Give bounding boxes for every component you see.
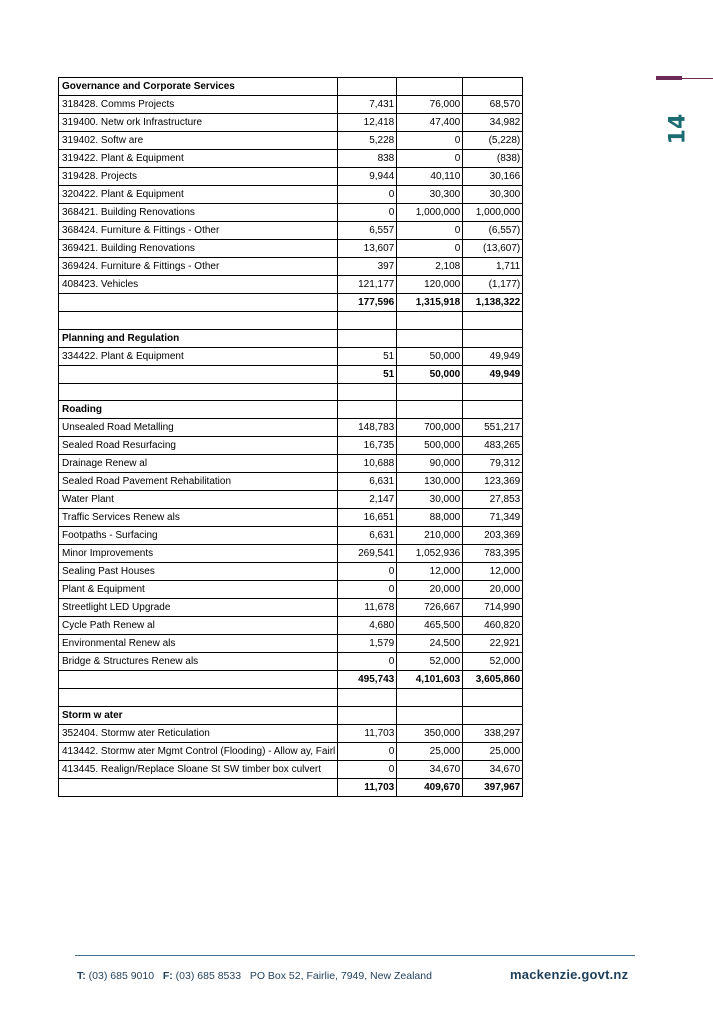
row-label: 413445. Realign/Replace Sloane St SW timber box culvert — [59, 760, 338, 778]
row-label: Bridge & Structures Renew als — [59, 653, 338, 671]
row-label: 319402. Softw are — [59, 132, 338, 150]
postal-address: PO Box 52, Fairlie, 7949, New Zealand — [249, 970, 432, 982]
row-label: 408423. Vehicles — [59, 276, 338, 294]
value-cell: (6,557) — [463, 222, 523, 240]
table-row — [59, 455, 523, 473]
spacer-row — [59, 383, 523, 401]
total-cell: 1,138,322 — [463, 294, 523, 312]
table-row — [59, 96, 523, 114]
row-label: Plant & Equipment — [59, 581, 338, 599]
value-cell: 10,688 — [338, 455, 397, 473]
value-cell: 203,369 — [463, 527, 523, 545]
value-cell: 726,667 — [397, 599, 463, 617]
row-label: 320422. Plant & Equipment — [59, 186, 338, 204]
value-cell: 49,949 — [463, 347, 523, 365]
empty-cell — [463, 401, 523, 419]
value-cell: 0 — [338, 742, 397, 760]
empty-cell — [59, 294, 338, 312]
value-cell: 465,500 — [397, 617, 463, 635]
empty-cell — [59, 383, 338, 401]
empty-cell — [59, 312, 338, 330]
empty-cell — [463, 383, 523, 401]
section-header-row — [59, 78, 523, 96]
section-title: Storm w ater — [59, 706, 338, 724]
value-cell: 700,000 — [397, 419, 463, 437]
fax-label: F: — [162, 970, 173, 982]
value-cell: (838) — [463, 150, 523, 168]
value-cell: 0 — [338, 760, 397, 778]
table-row — [59, 222, 523, 240]
table-row — [59, 617, 523, 635]
value-cell: 123,369 — [463, 473, 523, 491]
value-cell: 120,000 — [397, 276, 463, 294]
total-cell: 1,315,918 — [397, 294, 463, 312]
row-label: Environmental Renew als — [59, 635, 338, 653]
table-row — [59, 240, 523, 258]
table-row — [59, 114, 523, 132]
total-cell: 4,101,603 — [397, 671, 463, 689]
footer-contact — [77, 970, 432, 982]
value-cell: 460,820 — [463, 617, 523, 635]
value-cell: 350,000 — [397, 724, 463, 742]
value-cell: 9,944 — [338, 168, 397, 186]
empty-cell — [463, 329, 523, 347]
row-label: 319400. Netw ork Infrastructure — [59, 114, 338, 132]
section-title: Planning and Regulation — [59, 329, 338, 347]
table-row — [59, 545, 523, 563]
empty-cell — [463, 312, 523, 330]
empty-cell — [59, 689, 338, 707]
row-label: Unsealed Road Metalling — [59, 419, 338, 437]
value-cell: 47,400 — [397, 114, 463, 132]
spacer-row — [59, 312, 523, 330]
empty-cell — [338, 312, 397, 330]
section-total-row — [59, 671, 523, 689]
table-row — [59, 742, 523, 760]
empty-cell — [397, 401, 463, 419]
value-cell: 76,000 — [397, 96, 463, 114]
phone-label: T: — [77, 970, 86, 982]
empty-cell — [59, 365, 338, 383]
value-cell: 210,000 — [397, 527, 463, 545]
value-cell: 50,000 — [397, 347, 463, 365]
empty-cell — [338, 401, 397, 419]
table-row — [59, 186, 523, 204]
value-cell: 20,000 — [397, 581, 463, 599]
spacer-row — [59, 689, 523, 707]
value-cell: 1,000,000 — [397, 204, 463, 222]
value-cell: 121,177 — [338, 276, 397, 294]
table-row — [59, 491, 523, 509]
total-cell: 495,743 — [338, 671, 397, 689]
value-cell: 88,000 — [397, 509, 463, 527]
empty-cell — [463, 689, 523, 707]
value-cell: 0 — [338, 563, 397, 581]
value-cell: 1,579 — [338, 635, 397, 653]
value-cell: 5,228 — [338, 132, 397, 150]
table-row — [59, 509, 523, 527]
value-cell: 90,000 — [397, 455, 463, 473]
page-number-tab — [656, 76, 713, 145]
value-cell: 551,217 — [463, 419, 523, 437]
row-label: 334422. Plant & Equipment — [59, 347, 338, 365]
value-cell: 22,921 — [463, 635, 523, 653]
row-label: Sealed Road Pavement Rehabilitation — [59, 473, 338, 491]
value-cell: 0 — [338, 581, 397, 599]
page-number-accent-bar — [656, 76, 682, 80]
empty-cell — [397, 706, 463, 724]
total-cell: 11,703 — [338, 778, 397, 796]
value-cell: 6,631 — [338, 527, 397, 545]
row-label: 369424. Furniture & Fittings - Other — [59, 258, 338, 276]
value-cell: 397 — [338, 258, 397, 276]
row-label: 368424. Furniture & Fittings - Other — [59, 222, 338, 240]
table-row — [59, 563, 523, 581]
value-cell: 79,312 — [463, 455, 523, 473]
value-cell: 6,557 — [338, 222, 397, 240]
section-total-row — [59, 365, 523, 383]
value-cell: 1,052,936 — [397, 545, 463, 563]
row-label: 319422. Plant & Equipment — [59, 150, 338, 168]
value-cell: 2,108 — [397, 258, 463, 276]
table-row — [59, 258, 523, 276]
row-label: 369421. Building Renovations — [59, 240, 338, 258]
value-cell: 25,000 — [463, 742, 523, 760]
page-number: 14 — [665, 113, 691, 145]
value-cell: 71,349 — [463, 509, 523, 527]
total-cell: 50,000 — [397, 365, 463, 383]
value-cell: 16,735 — [338, 437, 397, 455]
value-cell: 30,000 — [397, 491, 463, 509]
empty-cell — [397, 383, 463, 401]
empty-cell — [397, 329, 463, 347]
total-cell: 49,949 — [463, 365, 523, 383]
value-cell: 51 — [338, 347, 397, 365]
value-cell: 30,300 — [397, 186, 463, 204]
value-cell: 27,853 — [463, 491, 523, 509]
value-cell: 12,000 — [397, 563, 463, 581]
value-cell: 11,678 — [338, 599, 397, 617]
value-cell: 0 — [397, 150, 463, 168]
section-total-row — [59, 778, 523, 796]
value-cell: 12,418 — [338, 114, 397, 132]
value-cell: 6,631 — [338, 473, 397, 491]
table-row — [59, 132, 523, 150]
empty-cell — [338, 706, 397, 724]
empty-cell — [463, 78, 523, 96]
row-label: Minor Improvements — [59, 545, 338, 563]
total-cell: 177,596 — [338, 294, 397, 312]
value-cell: 24,500 — [397, 635, 463, 653]
row-label: 368421. Building Renovations — [59, 204, 338, 222]
row-label: 352404. Stormw ater Reticulation — [59, 724, 338, 742]
total-cell: 409,670 — [397, 778, 463, 796]
table-row — [59, 581, 523, 599]
row-label: Sealing Past Houses — [59, 563, 338, 581]
value-cell: 0 — [338, 186, 397, 204]
value-cell: 16,651 — [338, 509, 397, 527]
row-label: Drainage Renew al — [59, 455, 338, 473]
table-row — [59, 437, 523, 455]
value-cell: 0 — [397, 240, 463, 258]
value-cell: 68,570 — [463, 96, 523, 114]
empty-cell — [338, 689, 397, 707]
section-header-row — [59, 706, 523, 724]
row-label: Traffic Services Renew als — [59, 509, 338, 527]
section-title: Roading — [59, 401, 338, 419]
value-cell: 34,670 — [463, 760, 523, 778]
value-cell: 1,000,000 — [463, 204, 523, 222]
table-row — [59, 724, 523, 742]
empty-cell — [59, 778, 338, 796]
table-row — [59, 527, 523, 545]
value-cell: 148,783 — [338, 419, 397, 437]
page-number-accent-line — [682, 78, 713, 79]
row-label: Sealed Road Resurfacing — [59, 437, 338, 455]
table-row — [59, 347, 523, 365]
footer-website-link[interactable]: mackenzie.govt.nz — [510, 967, 629, 982]
value-cell: 11,703 — [338, 724, 397, 742]
value-cell: (1,177) — [463, 276, 523, 294]
value-cell: 269,541 — [338, 545, 397, 563]
row-label: 413442. Stormw ater Mgmt Control (Flooding) - Allow ay, Fairl — [59, 742, 338, 760]
row-label: Footpaths - Surfacing — [59, 527, 338, 545]
value-cell: 52,000 — [463, 653, 523, 671]
footer-divider — [75, 955, 635, 956]
value-cell: 13,607 — [338, 240, 397, 258]
value-cell: 0 — [397, 132, 463, 150]
value-cell: 30,300 — [463, 186, 523, 204]
section-header-row — [59, 329, 523, 347]
section-header-row — [59, 401, 523, 419]
empty-cell — [59, 671, 338, 689]
value-cell: 34,670 — [397, 760, 463, 778]
value-cell: 52,000 — [397, 653, 463, 671]
table-row — [59, 599, 523, 617]
fax-number: (03) 685 8533 — [175, 970, 242, 982]
table-row — [59, 419, 523, 437]
value-cell: 25,000 — [397, 742, 463, 760]
empty-cell — [397, 78, 463, 96]
table-row — [59, 760, 523, 778]
table-row — [59, 276, 523, 294]
value-cell: 40,110 — [397, 168, 463, 186]
row-label: Cycle Path Renew al — [59, 617, 338, 635]
value-cell: 0 — [338, 653, 397, 671]
value-cell: 838 — [338, 150, 397, 168]
empty-cell — [338, 383, 397, 401]
total-cell: 51 — [338, 365, 397, 383]
section-title: Governance and Corporate Services — [59, 78, 338, 96]
row-label: Water Plant — [59, 491, 338, 509]
table-row — [59, 653, 523, 671]
value-cell: 12,000 — [463, 563, 523, 581]
value-cell: (5,228) — [463, 132, 523, 150]
total-cell: 3,605,860 — [463, 671, 523, 689]
value-cell: 714,990 — [463, 599, 523, 617]
row-label: Streetlight LED Upgrade — [59, 599, 338, 617]
row-label: 318428. Comms Projects — [59, 96, 338, 114]
table-row — [59, 168, 523, 186]
value-cell: 0 — [338, 204, 397, 222]
table-row — [59, 150, 523, 168]
row-label: 319428. Projects — [59, 168, 338, 186]
value-cell: 7,431 — [338, 96, 397, 114]
empty-cell — [397, 312, 463, 330]
value-cell: 4,680 — [338, 617, 397, 635]
capital-expenditure-table — [58, 77, 523, 797]
table-row — [59, 635, 523, 653]
empty-cell — [397, 689, 463, 707]
value-cell: 2,147 — [338, 491, 397, 509]
value-cell: 500,000 — [397, 437, 463, 455]
value-cell: 783,395 — [463, 545, 523, 563]
value-cell: 130,000 — [397, 473, 463, 491]
empty-cell — [338, 329, 397, 347]
value-cell: 338,297 — [463, 724, 523, 742]
value-cell: 1,711 — [463, 258, 523, 276]
total-cell: 397,967 — [463, 778, 523, 796]
empty-cell — [463, 706, 523, 724]
value-cell: 483,265 — [463, 437, 523, 455]
section-total-row — [59, 294, 523, 312]
value-cell: 30,166 — [463, 168, 523, 186]
value-cell: 0 — [397, 222, 463, 240]
value-cell: 34,982 — [463, 114, 523, 132]
empty-cell — [338, 78, 397, 96]
phone-number: (03) 685 9010 — [88, 970, 155, 982]
value-cell: 20,000 — [463, 581, 523, 599]
table-row — [59, 473, 523, 491]
value-cell: (13,607) — [463, 240, 523, 258]
table-row — [59, 204, 523, 222]
